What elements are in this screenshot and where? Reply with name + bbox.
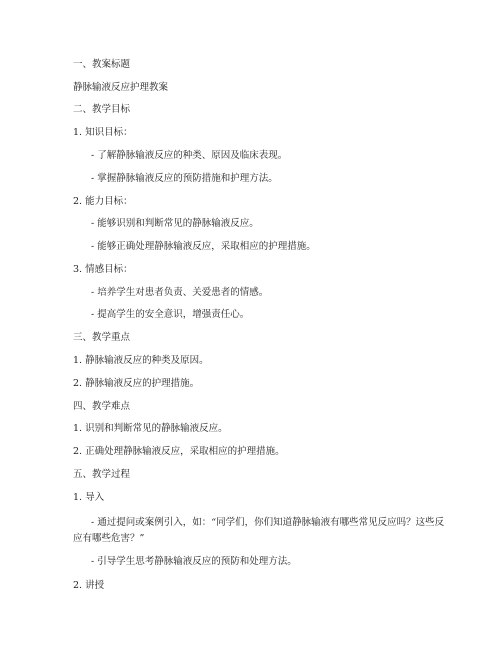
list-item: 2. 正确处理静脉输液反应，采取相应的护理措施。 <box>73 446 285 457</box>
section-heading-title: 一、教案标题 <box>73 59 131 70</box>
bullet-item: - 引导学生思考静脉输液反应的预防和处理方法。 <box>91 556 297 567</box>
objective-ability: 2. 能力目标： <box>73 196 133 207</box>
bullet-item: - 能够识别和判断常见的静脉输液反应。 <box>91 218 259 229</box>
list-item: 2. 静脉输液反应的护理措施。 <box>73 378 200 389</box>
bullet-item: - 掌握静脉输液反应的预防措施和护理方法。 <box>91 173 278 184</box>
objective-emotion: 3. 情感目标： <box>73 264 133 275</box>
list-item: 1. 识别和判断常见的静脉输液反应。 <box>73 423 228 434</box>
bullet-item: - 能够正确处理静脉输液反应，采取相应的护理措施。 <box>91 241 316 252</box>
objective-knowledge: 1. 知识目标： <box>73 127 133 138</box>
bullet-item: - 培养学生对患者负责、关爱患者的情感。 <box>91 287 269 298</box>
bullet-item: - 了解静脉输液反应的种类、原因及临床表现。 <box>91 150 288 161</box>
section-heading-process: 五、教学过程 <box>73 469 131 480</box>
list-item: 1. 静脉输液反应的种类及原因。 <box>73 355 209 366</box>
bullet-item: - 通过提问或案例引入，如：“同学们，你们知道静脉输液有哪些常见反应吗？这些反应有哪些危害？” <box>73 517 445 544</box>
process-step-intro: 1. 导入 <box>73 492 105 503</box>
section-heading-key-points: 三、教学重点 <box>73 332 131 343</box>
section-heading-objectives: 二、教学目标 <box>73 104 131 115</box>
bullet-item: - 提高学生的安全意识，增强责任心。 <box>91 309 250 320</box>
section-heading-difficulties: 四、教学难点 <box>73 401 131 412</box>
process-step-lecture: 2. 讲授 <box>73 580 105 591</box>
lesson-title: 静脉输液反应护理教案 <box>73 82 169 93</box>
